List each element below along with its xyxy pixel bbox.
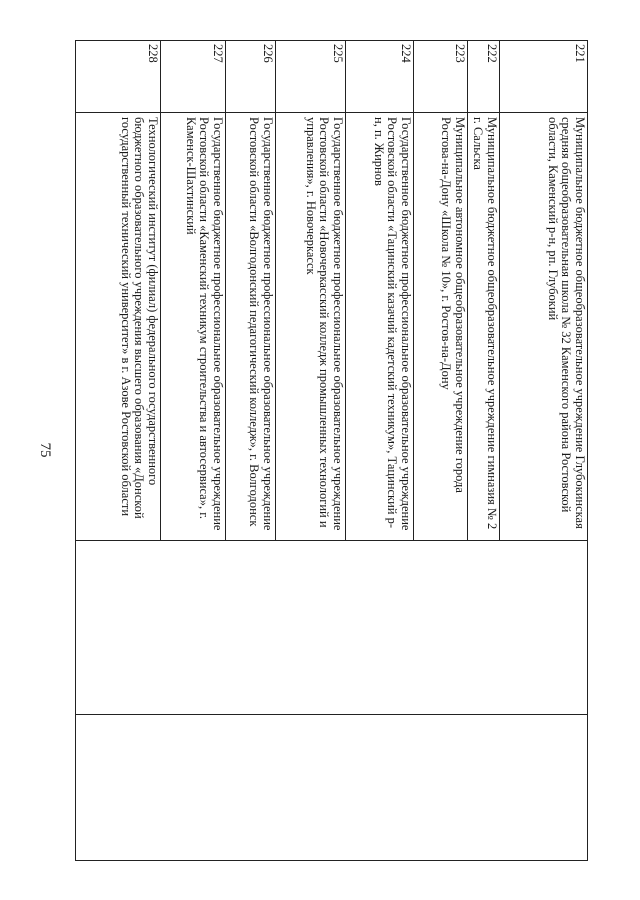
- row-number: 223: [414, 41, 468, 113]
- rotated-table-wrapper: [76, 40, 588, 860]
- page-number: 75: [37, 442, 53, 458]
- row-number: 226: [226, 41, 276, 113]
- row-number: 221: [500, 41, 588, 113]
- institution-name: Государственное бюджетное профессиональное образовательное учреждение Ростовской области «Тацинский казачий кадетский техникум», Тацинский р-н, п. Жирнов: [346, 113, 414, 541]
- institution-name: Государственное бюджетное профессиональное образовательное учреждение Ростовской области «Новочеркасский колледж промышленных технологий и управления», г. Новочеркасск: [276, 113, 346, 541]
- institution-name: Муниципальное автономное общеобразовательное учреждение города Ростова-на-Дону «Школа № 10», г. Ростов-на-Дону: [414, 113, 468, 541]
- institution-name: Муниципальное бюджетное общеобразовательное учреждение Глубокинская средняя общеобразовательная школа № 32 Каменского района Ростовской области, Каменский р-н, рп. Глубокий: [500, 113, 588, 541]
- empty-column-cell: [76, 715, 588, 861]
- row-number: 227: [161, 41, 226, 113]
- row-number: 224: [346, 41, 414, 113]
- institution-name: Государственное бюджетное профессиональное образовательное учреждение Ростовской области «Каменский техникум строительства и автосервиса», г. Каменск-Шахтинский: [161, 113, 226, 541]
- institution-name: Государственное бюджетное профессиональное образовательное учреждение Ростовской области «Волгодонский педагогический колледж», г. Волгодонск: [226, 113, 276, 541]
- empty-column-cell: [76, 541, 588, 715]
- row-number: 222: [468, 41, 500, 113]
- row-number: 228: [76, 41, 161, 113]
- institution-name: Муниципальное бюджетное общеобразовательное учреждение гимназия № 2 г. Сальска: [468, 113, 500, 541]
- row-number: 225: [276, 41, 346, 113]
- table-row: [500, 41, 588, 861]
- institutions-table: [75, 40, 588, 861]
- institution-name: Технологический институт (филиал) федерального государственного бюджетного образовательного учреждения высшего образования «Донской государственный технический университет» в г. Азове Ростовской области: [76, 113, 161, 541]
